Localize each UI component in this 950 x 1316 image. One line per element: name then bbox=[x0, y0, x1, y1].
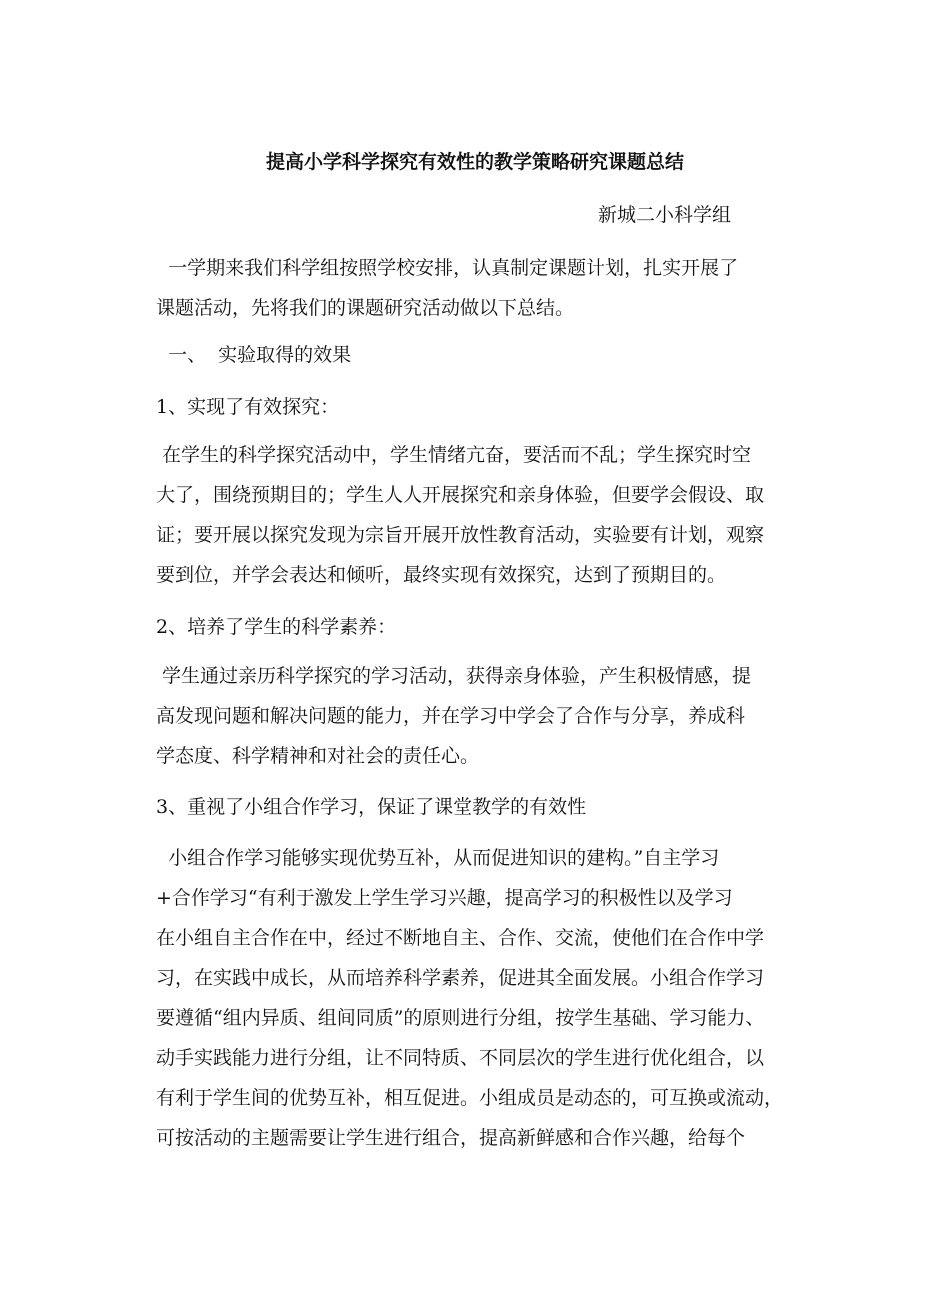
paragraph-line: 可按活动的主题需要让学生进行组合，提高新鲜感和合作兴趣，给每个 bbox=[156, 1127, 746, 1149]
paragraph-line: 一学期来我们科学组按照学校安排，认真制定课题计划，扎实开展了 bbox=[156, 257, 739, 279]
item-1-heading: 1、实现了有效探究： bbox=[156, 396, 340, 418]
paragraph-line: 在学生的科学探究活动中，学生情绪亢奋，要活而不乱；学生探究时空 bbox=[156, 444, 752, 466]
document-author: 新城二小科学组 bbox=[598, 204, 732, 226]
item-2-heading: 2、培养了学生的科学素养： bbox=[156, 616, 397, 638]
paragraph-line: 要到位，并学会表达和倾听，最终实现有效探究，达到了预期目的。 bbox=[156, 564, 727, 586]
paragraph-line: 高发现问题和解决问题的能力，并在学习中学会了合作与分享，养成科 bbox=[156, 705, 746, 727]
paragraph-line: 证；要开展以探究发现为宗旨开展开放性教育活动，实验要有计划，观察 bbox=[156, 524, 765, 546]
paragraph-line: 小组合作学习能够实现优势互补，从而促进知识的建构。”自主学习 bbox=[156, 847, 720, 869]
section-heading: 一、 实验取得的效果 bbox=[156, 344, 352, 366]
paragraph-line: 学生通过亲历科学探究的学习活动，获得亲身体验，产生积极情感，提 bbox=[156, 665, 752, 687]
document-title: 提高小学科学探究有效性的教学策略研究课题总结 bbox=[265, 151, 684, 173]
paragraph-line: +合作学习“有利于激发上学生学习兴趣，提高学习的积极性以及学习 bbox=[156, 887, 733, 909]
item-1-paragraph bbox=[156, 435, 804, 595]
item-3-paragraph bbox=[156, 838, 804, 1158]
paragraph-line: 习，在实践中成长，从而培养科学素养，促进其全面发展。小组合作学习 bbox=[156, 967, 765, 989]
paragraph-line: 动手实践能力进行分组，让不同特质、不同层次的学生进行优化组合，以 bbox=[156, 1047, 765, 1069]
paragraph-line: 课题活动，先将我们的课题研究活动做以下总结。 bbox=[156, 297, 575, 319]
paragraph-line: 要遵循“组内异质、组间同质”的原则进行分组，按学生基础、学习能力、 bbox=[156, 1007, 765, 1029]
item-3-heading: 3、重视了小组合作学习，保证了课堂教学的有效性 bbox=[156, 796, 587, 818]
intro-paragraph bbox=[156, 248, 804, 328]
paragraph-line: 在小组自主合作在中，经过不断地自主、合作、交流，使他们在合作中学 bbox=[156, 927, 765, 949]
paragraph-line: 大了，围绕预期目的；学生人人开展探究和亲身体验，但要学会假设、取 bbox=[156, 484, 765, 506]
item-2-paragraph bbox=[156, 656, 804, 776]
paragraph-line: 有利于学生间的优势互补，相互促进。小组成员是动态的，可互换或流动， bbox=[156, 1087, 784, 1109]
paragraph-line: 学态度、科学精神和对社会的责任心。 bbox=[156, 745, 480, 767]
